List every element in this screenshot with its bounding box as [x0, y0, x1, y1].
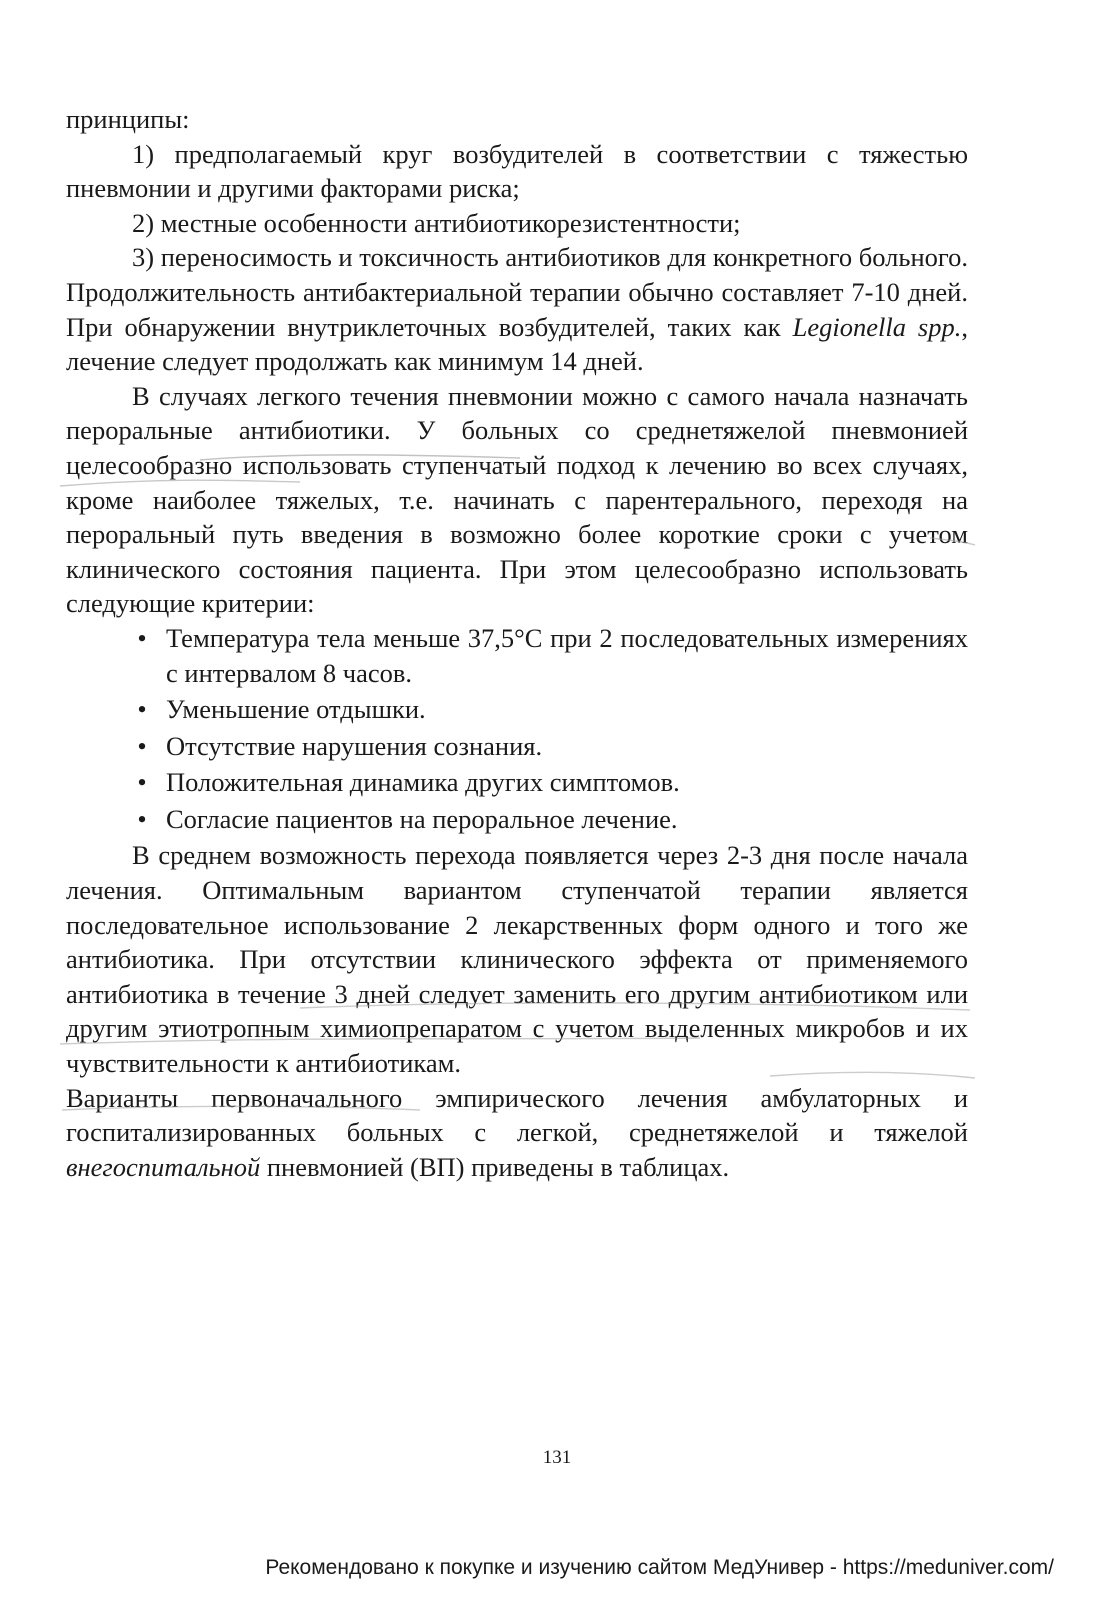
page-number: 131	[542, 1447, 572, 1468]
principle-item-2: 2) местные особенности антибиотикорезистентности;	[132, 207, 741, 238]
principle-item-3	[66, 240, 968, 378]
variants-italic-term: внегоспитальной	[66, 1151, 261, 1182]
item3-italic-term: Legionella spp.	[792, 311, 962, 342]
bullet-icon: •	[137, 767, 147, 798]
paragraph-transition: В среднем возможность перехода появляется через 2-3 дня после начала лечения. Оптимальным вариантом ступенчатой терапии является последовательное использование 2 лекарственных форм одного и того же антибиотика. При отсутствии клинического эффекта от применяемого антибиотика в течение 3 дней следует заменить его другим антибиотиком или другим этиотропным химиопрепаратом с учетом выделенных микробов и их чувствительности к антибиотикам.	[66, 840, 968, 1079]
list-item: • Согласие пациентов на пероральное лечение.	[166, 802, 968, 837]
body-text	[66, 102, 968, 1184]
footer-note: Рекомендовано к покупке и изучению сайтом МедУнивер - https://meduniver.com/	[265, 1556, 1054, 1579]
paragraph-variants: Варианты первоначального эмпирического лечения амбулаторных и госпитализированных больных с легкой, среднетяжелой и тяжелой внегоспитальной пневмонией (ВП) приведены в таблицах.	[66, 1082, 968, 1182]
criteria-list	[66, 621, 968, 837]
paragraph-step-therapy: В случаях легкого течения пневмонии можно с самого начала назначать пероральные антибиотики. У больных со среднетяжелой пневмонией целесообразно использовать ступенчатый подход к лечению во всех случаях, кроме наиболее тяжелых, т.е. начинать с парентерального, переходя на пероральный путь введения в возможно более короткие сроки с учетом клинического состояния пациента. При этом целесообразно использовать следующие критерии:	[66, 380, 968, 619]
bullet-icon: •	[137, 694, 147, 725]
bullet-icon: •	[137, 622, 147, 653]
bullet-icon: •	[137, 803, 147, 834]
list-item: • Уменьшение отдышки.	[166, 692, 968, 727]
list-item: • Положительная динамика других симптомов.	[166, 765, 968, 800]
principle-item-1: 1) предполагаемый круг возбудителей в соответствии с тяжестью пневмонии и другими факторами риска;	[66, 138, 968, 204]
item3-text-a: 3) переносимость и токсичность антибиотиков для конкретного больного. Продолжительность антибактериальной терапии обычно составляет 7-10 дней. При обнаружении внутриклеточных возбудителей, таких как	[66, 242, 968, 342]
bullet-icon: •	[137, 730, 147, 761]
list-item: • Отсутствие нарушения сознания.	[166, 729, 968, 764]
list-item: • Температура тела меньше 37,5°С при 2 последовательных измерениях с интервалом 8 часов.	[166, 621, 968, 690]
item3-text-b: , лечение следует продолжать как минимум 14 дней.	[66, 311, 968, 377]
intro-line: принципы:	[66, 104, 190, 134]
